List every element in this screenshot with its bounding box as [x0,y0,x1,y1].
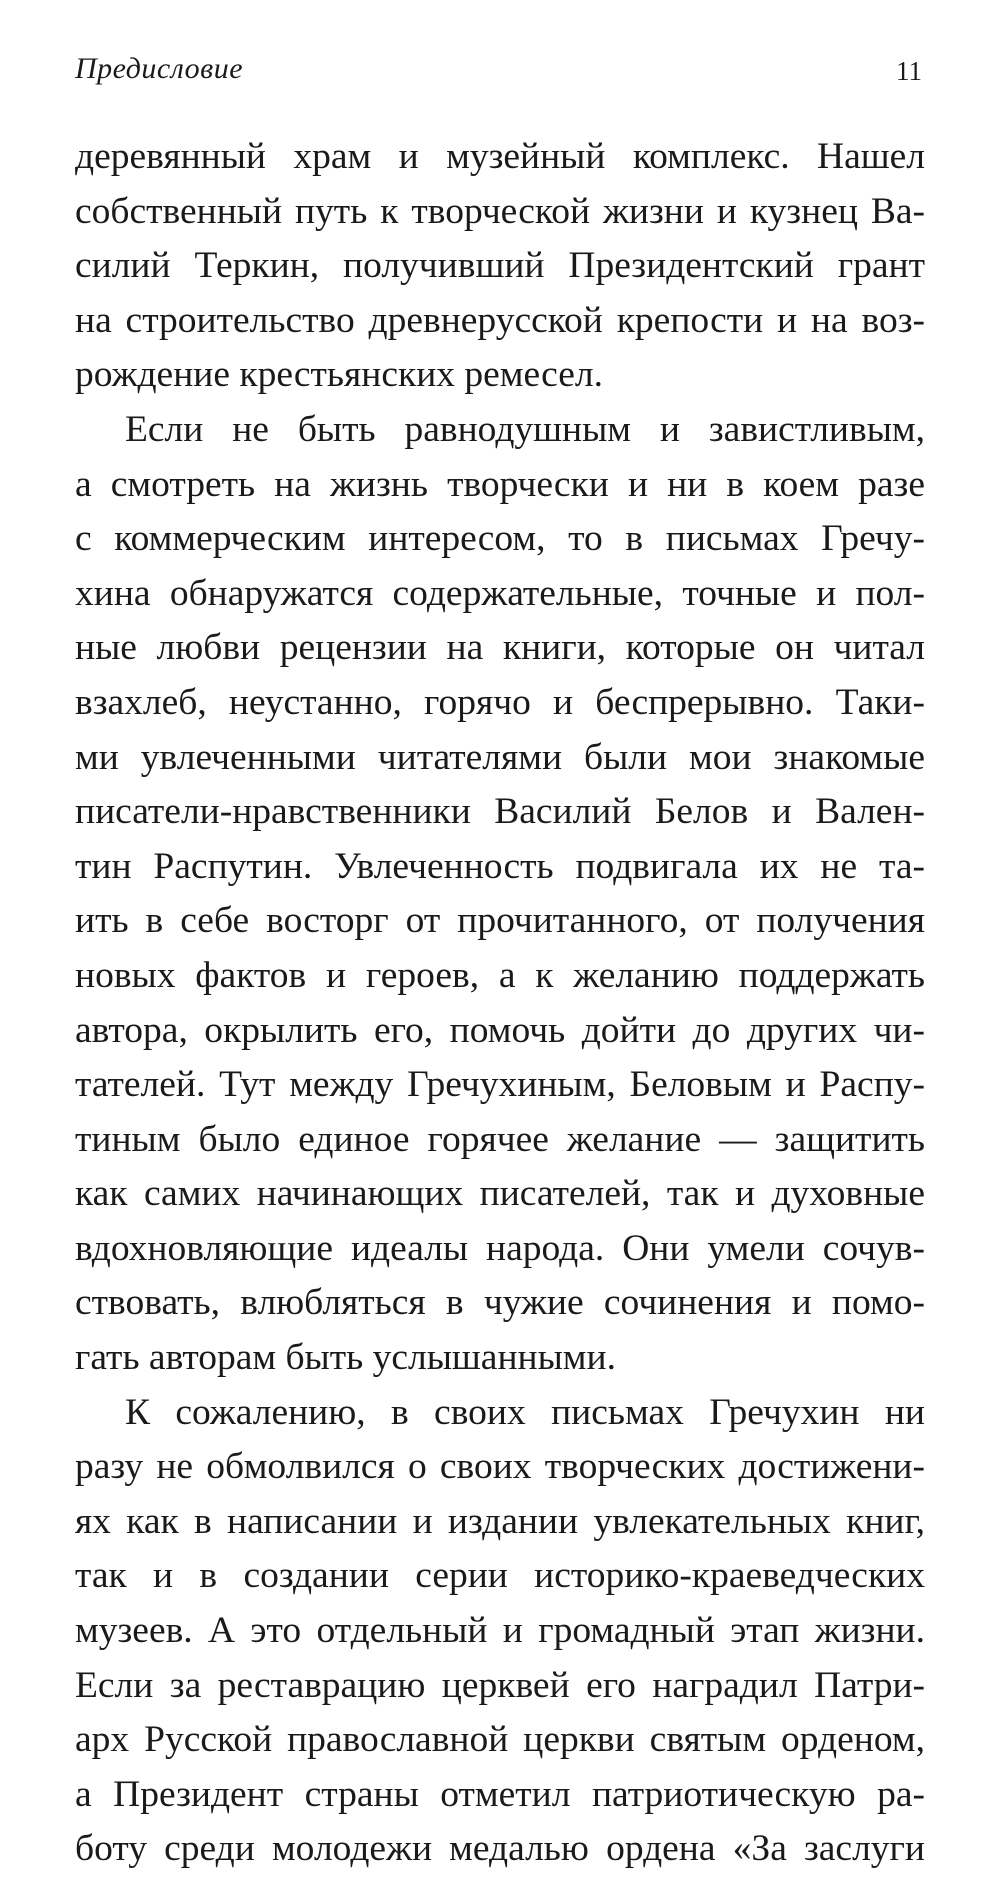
text-line: тателей. Тут между Гречухиным, Беловым и Распу- [75,1064,925,1106]
text-line: как самих начинающих писателей, так и духовные [75,1173,925,1215]
body-text [75,130,925,1877]
text-line: силий Теркин, получивший Президентский грант [75,245,925,287]
text-line: Если не быть равнодушным и завистливым, [125,408,925,450]
text-line: разу не обмолвился о своих творческих достижени- [75,1446,925,1488]
text-line: вдохновляющие идеалы народа. Они умели сочув- [75,1227,925,1269]
running-head: Предисловие [75,52,244,85]
text-line: новых фактов и героев, а к желанию поддержать [75,954,925,996]
text-line: рождение крестьянских ремесел. [75,354,603,396]
text-line: ствовать, влюбляться в чужие сочинения и помо- [75,1282,925,1324]
text-line: писатели-нравственники Василий Белов и Вален- [75,791,925,833]
text-line: музеев. А это отдельный и громадный этап жизни. [75,1610,925,1652]
text-line: так и в создании серии историко-краеведческих [75,1555,925,1597]
text-line: гать авторам быть услышанными. [75,1337,616,1379]
text-line: с коммерческим интересом, то в письмах Гречу- [75,518,925,560]
text-line: на строительство древнерусской крепости и на воз- [75,299,925,341]
text-line: ях как в написании и издании увлекательных книг, [75,1500,925,1542]
text-line: ить в себе восторг от прочитанного, от получения [75,900,925,942]
text-line: автора, окрылить его, помочь дойти до других чи- [75,1009,925,1051]
text-line: боту среди молодежи медалью ордена «За заслуги [75,1828,925,1870]
text-line: ми увлеченными читателями были мои знакомые [75,736,925,778]
text-line: а смотреть на жизнь творчески и ни в коем разе [75,463,925,505]
page-number: 11 [896,56,922,86]
text-line: тин Распутин. Увлеченность подвигала их не та- [75,845,925,887]
text-line: деревянный храм и музейный комплекс. Нашел [75,136,925,177]
text-line: собственный путь к творческой жизни и кузнец Ва- [75,190,925,232]
text-line: тиным было единое горячее желание — защитить [75,1118,925,1160]
text-line: взахлеб, неустанно, горячо и беспрерывно. Таки- [75,681,925,723]
text-line: хина обнаружатся содержательные, точные и пол- [75,572,925,614]
text-line: К сожалению, в своих письмах Гречухин ни [125,1391,925,1433]
text-line: Если за реставрацию церквей его наградил Патри- [75,1664,925,1706]
text-line: арх Русской православной церкви святым орденом, [75,1719,925,1761]
text-line: ные любви рецензии на книги, которые он читал [75,627,925,669]
text-line: а Президент страны отметил патриотическую ра- [75,1773,925,1815]
